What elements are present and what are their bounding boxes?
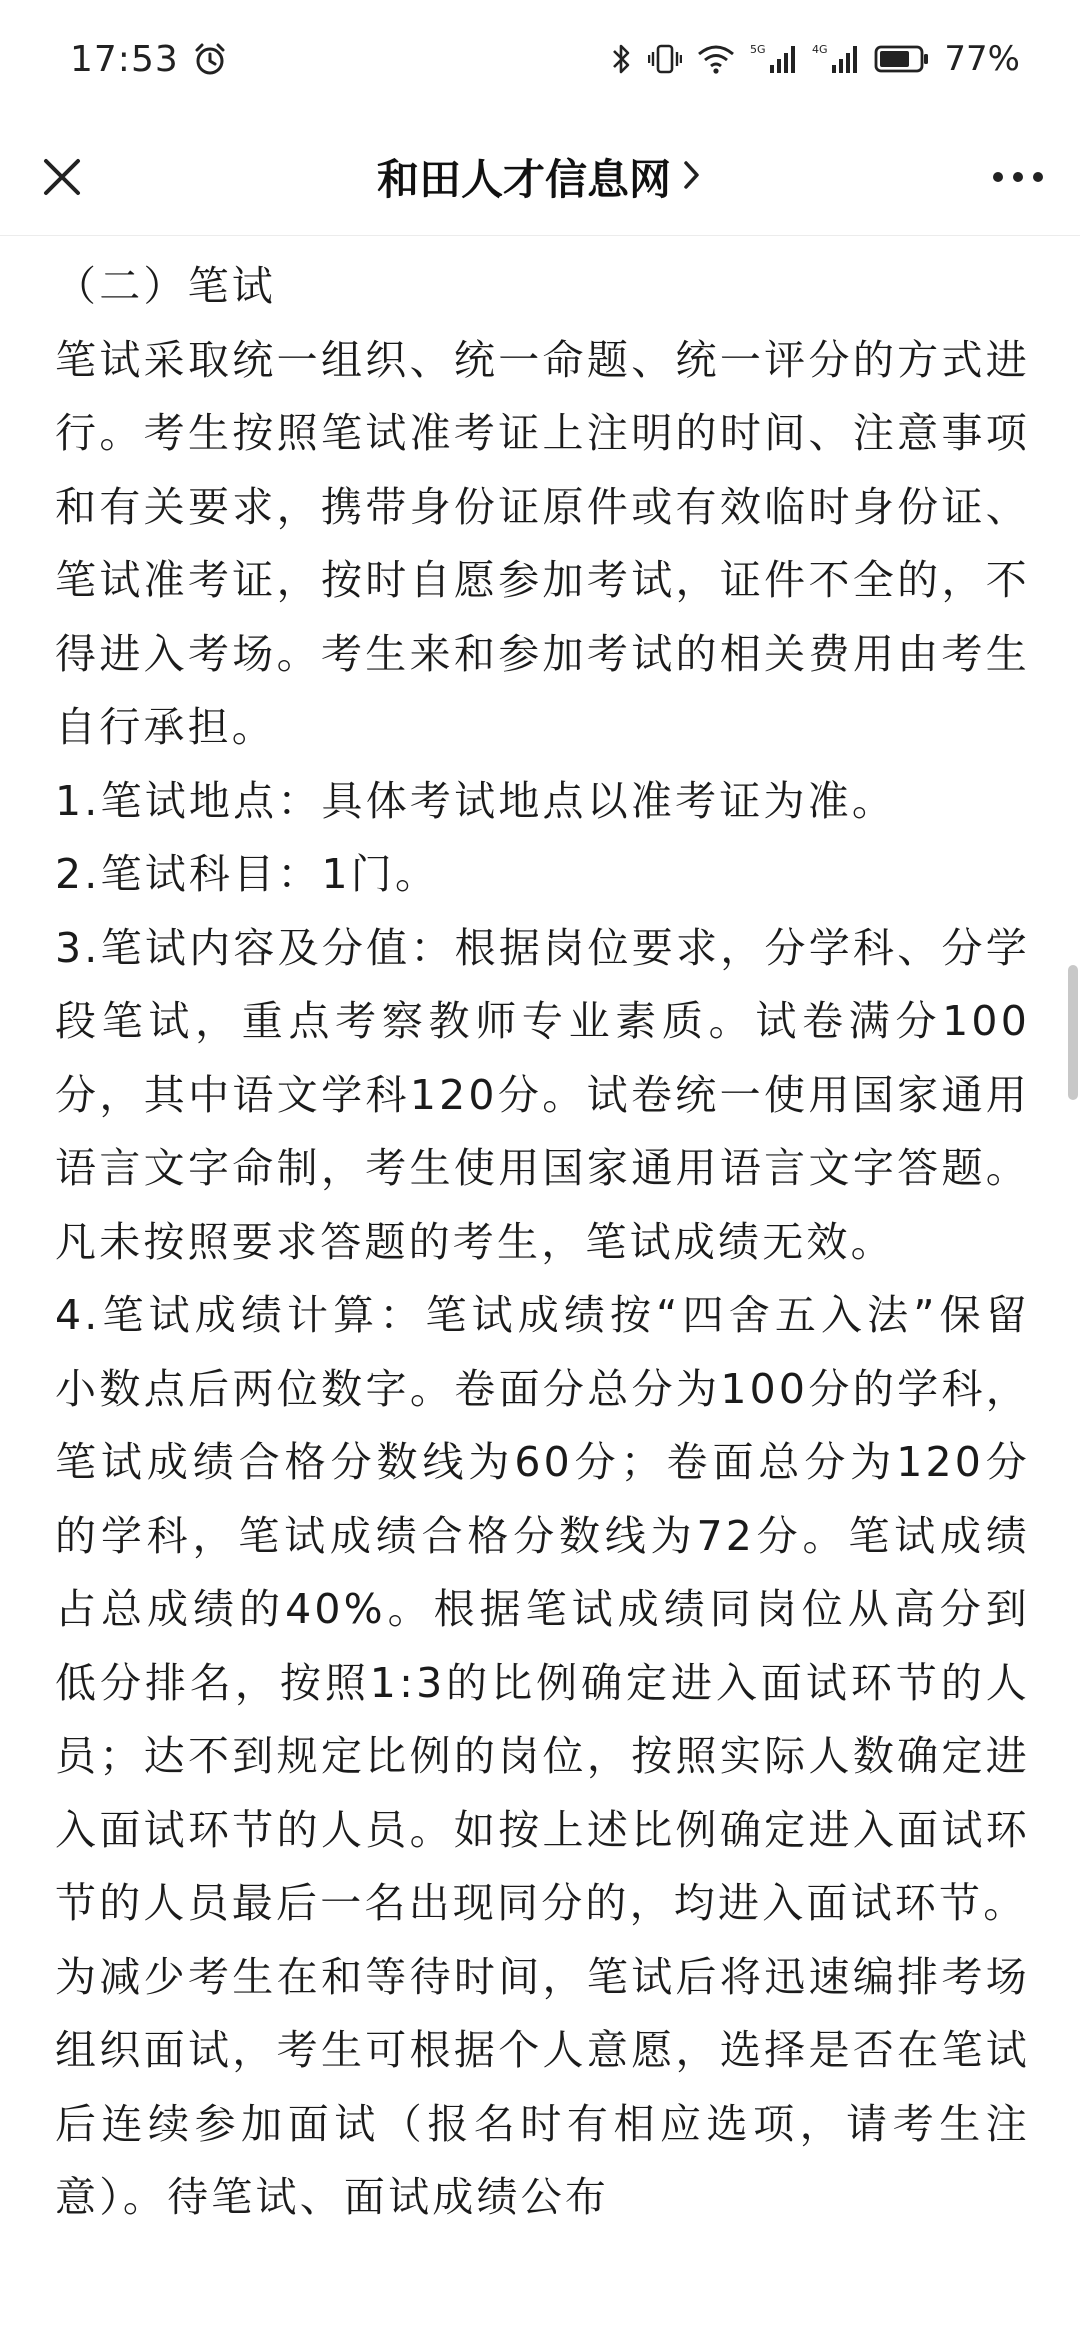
scrollbar-thumb[interactable]	[1068, 965, 1078, 1100]
article-paragraph: 为减少考生在和等待时间，笔试后将迅速编排考场组织面试，考生可根据个人意愿，选择是否在笔试后连续参加面试（报名时有相应选项，请考生注意）。待笔试、面试成绩公布	[55, 1952, 1030, 2221]
more-button[interactable]	[986, 145, 1050, 209]
status-time: 17:53	[70, 38, 179, 80]
status-right	[610, 39, 1020, 79]
article-paragraph: 2.笔试科目：1门。	[55, 850, 440, 898]
svg-text:5G: 5G	[750, 43, 766, 56]
article-paragraph: 1.笔试地点：具体考试地点以准考证为准。	[55, 776, 897, 825]
signal-4g-icon	[812, 41, 860, 77]
close-icon	[40, 155, 84, 199]
close-button[interactable]	[30, 145, 94, 209]
signal-5g-icon	[750, 41, 798, 77]
page-title: 和田人才信息网	[376, 154, 671, 204]
bluetooth-icon	[610, 41, 634, 77]
nav-title-link[interactable]	[377, 147, 703, 207]
nav-bar	[0, 118, 1080, 236]
alarm-icon	[193, 42, 227, 76]
article-content	[55, 250, 1030, 2235]
article-paragraph: 4.笔试成绩计算：笔试成绩按“四舍五入法”保留小数点后两位数字。卷面分总分为100分的学科，笔试成绩合格分数线为60分；卷面总分为120分的学科，笔试成绩合格分数线为72分。笔试成绩占总成绩的40%。根据笔试成绩同岗位从高分到低分排名，按照1:3的比例确定进入面试环节的人员；达不到规定比例的岗位，按照实际人数确定进入面试环节的人员。如按上述比例确定进入面试环节的人员最后一名出现同分的，均进入面试环节。	[55, 1291, 1030, 1927]
article-paragraph: 笔试采取统一组织、统一命题、统一评分的方式进行。考生按照笔试准考证上注明的时间、注意事项和有关要求，携带身份证原件或有效临时身份证、笔试准考证，按时自愿参加考试，证件不全的，不得进入考场。考生来和参加考试的相关费用由考生自行承担。	[55, 335, 1030, 751]
vibrate-icon	[648, 41, 682, 77]
more-icon	[991, 170, 1045, 184]
svg-text:4G: 4G	[812, 43, 828, 56]
status-left	[70, 39, 227, 80]
battery-percent: 77%	[944, 39, 1020, 79]
status-bar	[0, 0, 1080, 118]
section-heading: （二）笔试	[55, 262, 276, 310]
wifi-icon	[696, 41, 736, 77]
article-paragraph: 3.笔试内容及分值：根据岗位要求，分学科、分学段笔试，重点考察教师专业素质。试卷满分100分，其中语文学科120分。试卷统一使用国家通用语言文字命制，考生使用国家通用语言文字答题。凡未按照要求答题的考生，笔试成绩无效。	[55, 923, 1030, 1266]
battery-icon	[874, 43, 930, 75]
chevron-right-icon	[681, 158, 703, 196]
